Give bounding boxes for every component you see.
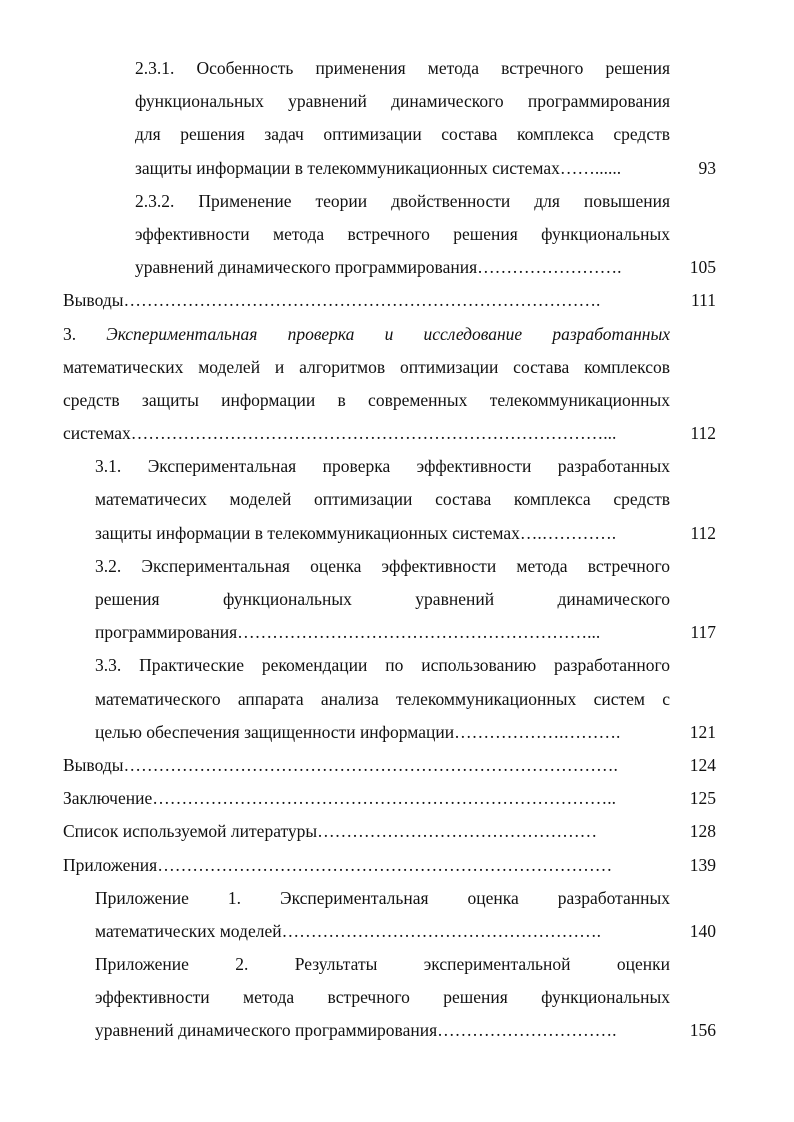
toc-entry-line: математического аппарата анализа телекоммуникационных систем с: [95, 688, 670, 709]
toc-entry-line: эффективности метода встречного решения функциональных: [135, 223, 670, 244]
toc-page-number: 125: [689, 788, 716, 809]
heading-word: разработанных: [552, 323, 670, 344]
toc-entry-line: для решения задач оптимизации состава комплекса средств: [135, 124, 670, 145]
toc-page-number: 140: [689, 920, 716, 941]
heading-word: Экспериментальная: [106, 323, 258, 344]
toc-page-number: 124: [689, 754, 716, 775]
toc-entry-line: Приложение 1. Экспериментальная оценка разработанных: [95, 887, 670, 908]
toc-entry-3-2: [0, 550, 794, 650]
toc-entry-line: Приложение 2. Результаты экспериментальной оценки: [95, 954, 670, 975]
toc-page-number: 111: [691, 290, 716, 311]
toc-entry-appendix-1: [0, 882, 794, 948]
toc-page-number: 121: [689, 721, 716, 742]
toc-entry-last-line: Список используемой литературы…………………………………………: [63, 821, 598, 842]
toc-entry-last-line: Приложения……………………………………………………………………: [63, 854, 613, 875]
heading-word: исследование: [423, 323, 523, 344]
toc-entry-3-3: [0, 649, 794, 749]
toc-entry-references: [0, 815, 794, 848]
toc-entry-line: решения функциональных уравнений динамического: [95, 589, 670, 609]
toc-entry-line: 3.3. Практические рекомендации по использованию разработанного: [95, 655, 670, 676]
toc-page-number: 112: [690, 522, 716, 543]
toc-entry-line: 2.3.2. Применение теории двойственности для повышения: [135, 190, 670, 211]
toc-entry-line: [63, 318, 670, 351]
toc-entry-3: [0, 318, 794, 451]
toc-entry-last-line: Заключение……………………………………………………………………..: [63, 788, 616, 809]
heading-word: 3.: [63, 323, 77, 344]
toc-entry-last-line: защиты информации в телекоммуникационных системах……......: [135, 157, 622, 178]
toc-entry-last-line: Выводы………………………………………………………………………….: [63, 754, 618, 775]
toc-entry-conclusions-2: [0, 284, 794, 317]
toc-page-number: 105: [689, 257, 716, 278]
toc-entry-appendix-2: [0, 948, 794, 1048]
toc-entry-last-line: целью обеспечения защищенности информации……………….……….: [95, 721, 621, 742]
toc-entry-appendices: [0, 849, 794, 882]
table-of-contents: [0, 52, 794, 1048]
toc-entry-line: функциональных уравнений динамического программирования: [135, 91, 670, 112]
toc-entry-last-line: системах………………………………………………………………………...: [63, 423, 617, 444]
toc-page-number: 117: [690, 622, 716, 643]
toc-entry-conclusions-3: [0, 749, 794, 782]
toc-page-number: 128: [689, 821, 716, 842]
toc-entry-last-line: математических моделей……………………………………………….: [95, 920, 601, 941]
toc-page-number: 112: [690, 423, 716, 444]
toc-page-number: 139: [689, 854, 716, 875]
heading-word: и: [384, 323, 394, 344]
toc-page-number: 156: [689, 1020, 716, 1041]
toc-entry-last-line: уравнений динамического программирования…………………….: [135, 257, 622, 278]
toc-entry-2-3-2: [0, 185, 794, 285]
toc-entry-last-line: защиты информации в телекоммуникационных системах….………….: [95, 522, 617, 543]
toc-entry-line: математичесих моделей оптимизации состава комплекса средств: [95, 489, 670, 510]
toc-entry-last-line: программирования……………………………………………………...: [95, 622, 601, 643]
toc-entry-last-line: уравнений динамического программирования………………………….: [95, 1020, 617, 1041]
toc-entry-2-3-1: [0, 52, 794, 185]
toc-entry-line: эффективности метода встречного решения функциональных: [95, 987, 670, 1008]
toc-entry-last-line: Выводы……………………………………………………………………….: [63, 290, 601, 311]
toc-entry-line: математических моделей и алгоритмов оптимизации состава комплексов: [63, 356, 670, 377]
toc-entry-line: 3.2. Экспериментальная оценка эффективности метода встречного: [95, 555, 670, 576]
toc-entry-line: 3.1. Экспериментальная проверка эффективности разработанных: [95, 456, 670, 477]
toc-entry-conclusion: [0, 782, 794, 815]
toc-entry-line: средств защиты информации в современных телекоммуникационных: [63, 389, 670, 410]
toc-entry-3-1: [0, 450, 794, 550]
toc-page-number: 93: [698, 157, 716, 178]
heading-word: проверка: [287, 323, 355, 344]
toc-entry-line: 2.3.1. Особенность применения метода встречного решения: [135, 58, 670, 78]
